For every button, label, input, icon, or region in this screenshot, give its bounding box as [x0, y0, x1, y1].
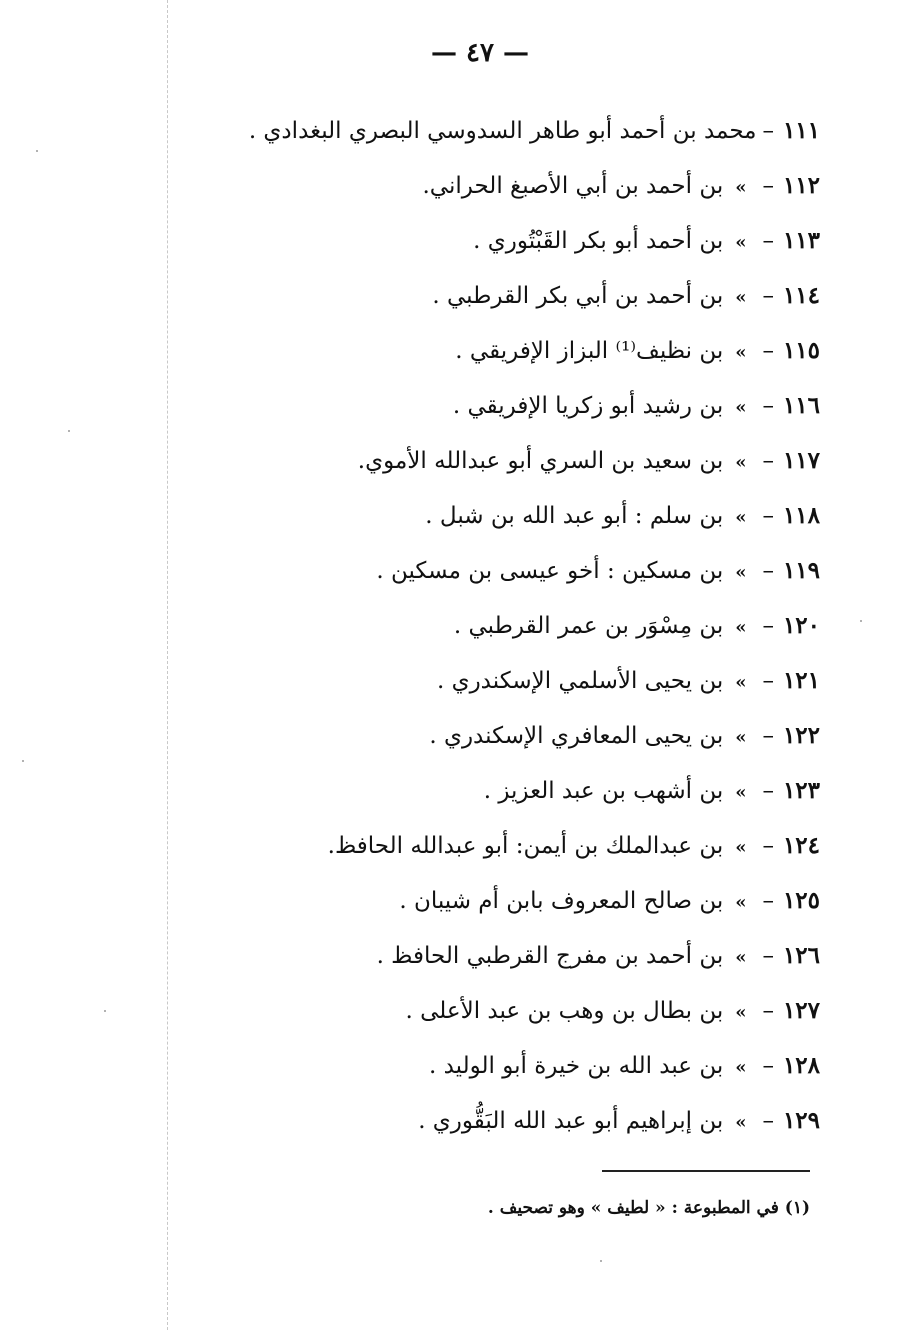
- list-item: [260, 218, 820, 273]
- entry-text: بن نظيف⁽¹⁾ البزاز الإفريقي .: [455, 338, 724, 364]
- entry-number: ١٢٨: [782, 1052, 820, 1079]
- entry-number: ١٢٤: [782, 832, 820, 859]
- entry-text: بن عبدالملك بن أيمن: أبو عبدالله الحافظ.: [327, 833, 724, 859]
- ditto-mark: »: [735, 397, 747, 418]
- entry-text: بن إبراهيم أبو عبد الله البَقُّوري .: [418, 1108, 724, 1134]
- entry-number: ١١٨: [782, 502, 820, 529]
- ditto-mark: »: [735, 782, 747, 803]
- paper-speck: [68, 430, 70, 432]
- entry-text: بن صالح المعروف بابن أم شيبان .: [399, 888, 724, 914]
- list-item: [260, 823, 820, 878]
- entry-dash: –: [762, 778, 774, 804]
- list-item: [260, 878, 820, 933]
- entry-dash: –: [762, 558, 774, 584]
- list-item: [260, 658, 820, 713]
- entry-dash: –: [762, 1053, 774, 1079]
- entry-number: ١٢٥: [782, 887, 820, 914]
- entry-number: ١١١: [782, 117, 820, 144]
- entry-number: ١٢٧: [782, 997, 820, 1024]
- ditto-mark: »: [735, 1112, 747, 1133]
- ditto-mark: »: [735, 727, 747, 748]
- entry-dash: –: [762, 338, 774, 364]
- entry-text: بن يحيى المعافري الإسكندري .: [429, 723, 724, 749]
- entry-number: ١٢٢: [782, 722, 820, 749]
- entry-number: ١١٧: [782, 447, 820, 474]
- ditto-mark: »: [735, 672, 747, 693]
- entry-text: محمد بن أحمد أبو طاهر السدوسي البصري البغدادي .: [248, 118, 757, 144]
- ditto-mark: »: [735, 1057, 747, 1078]
- entry-text: بن أحمد بن أبي الأصبغ الحراني.: [422, 173, 724, 199]
- list-item: [260, 273, 820, 328]
- ditto-mark: »: [735, 1002, 747, 1023]
- list-item: [260, 163, 820, 218]
- list-item: [260, 933, 820, 988]
- list-item: [260, 1043, 820, 1098]
- entry-dash: –: [762, 723, 774, 749]
- list-item: [260, 1098, 820, 1153]
- entry-dash: –: [762, 118, 774, 144]
- entry-text: بن أحمد بن أبي بكر القرطبي .: [432, 283, 724, 309]
- entry-dash: –: [762, 173, 774, 199]
- page-number: — ٤٧ —: [430, 38, 530, 68]
- paper-speck: [104, 1010, 106, 1012]
- ditto-mark: »: [735, 342, 747, 363]
- entry-number: ١١٩: [782, 557, 820, 584]
- footnote: (١) في المطبوعة : « لطيف » وهو تصحيف .: [487, 1198, 810, 1218]
- entry-text: بن مسكين : أخو عيسى بن مسكين .: [376, 558, 724, 584]
- footnote-divider: [602, 1170, 810, 1172]
- list-item: [260, 713, 820, 768]
- entry-dash: –: [762, 393, 774, 419]
- entry-text: بن أشهب بن عبد العزيز .: [483, 778, 724, 804]
- entry-number: ١١٢: [782, 172, 820, 199]
- entry-dash: –: [762, 833, 774, 859]
- entry-dash: –: [762, 943, 774, 969]
- page-margin-line: [167, 0, 168, 1330]
- entry-dash: –: [762, 448, 774, 474]
- list-item: [260, 768, 820, 823]
- ditto-mark: »: [735, 837, 747, 858]
- entry-number: ١١٥: [782, 337, 820, 364]
- ditto-mark: »: [735, 617, 747, 638]
- ditto-mark: »: [735, 562, 747, 583]
- entry-text: بن بطال بن وهب بن عبد الأعلى .: [405, 998, 724, 1024]
- ditto-mark: »: [735, 287, 747, 308]
- paper-speck: [860, 620, 862, 622]
- list-item: [260, 383, 820, 438]
- list-item: [260, 548, 820, 603]
- ditto-mark: »: [735, 892, 747, 913]
- entry-text: بن أحمد أبو بكر القَبْتُوري .: [473, 228, 724, 254]
- entry-number: ١٢١: [782, 667, 820, 694]
- list-item: [260, 438, 820, 493]
- paper-speck: [36, 150, 38, 152]
- entry-dash: –: [762, 998, 774, 1024]
- entry-number: ١١٦: [782, 392, 820, 419]
- entry-text: بن أحمد بن مفرج القرطبي الحافظ .: [376, 943, 724, 969]
- entries-list: [248, 108, 820, 1153]
- entry-dash: –: [762, 668, 774, 694]
- entry-number: ١٢٠: [782, 612, 820, 639]
- entry-text: بن مِسْوَر بن عمر القرطبي .: [453, 613, 724, 639]
- entry-text: بن سعيد بن السري أبو عبدالله الأموي.: [357, 448, 724, 474]
- entry-dash: –: [762, 228, 774, 254]
- entry-text: بن رشيد أبو زكريا الإفريقي .: [452, 393, 724, 419]
- list-item: [260, 988, 820, 1043]
- entry-text: بن عبد الله بن خيرة أبو الوليد .: [428, 1053, 724, 1079]
- paper-speck: [600, 1260, 602, 1262]
- entry-dash: –: [762, 613, 774, 639]
- list-item: [260, 328, 820, 383]
- entry-dash: –: [762, 888, 774, 914]
- entry-text: بن يحيى الأسلمي الإسكندري .: [436, 668, 724, 694]
- ditto-mark: »: [735, 452, 747, 473]
- ditto-mark: »: [735, 947, 747, 968]
- entry-number: ١١٣: [782, 227, 820, 254]
- entry-text: بن سلم : أبو عبد الله بن شبل .: [425, 503, 724, 529]
- ditto-mark: »: [735, 177, 747, 198]
- entry-number: ١٢٦: [782, 942, 820, 969]
- list-item: [260, 603, 820, 658]
- entry-number: ١٢٣: [782, 777, 820, 804]
- ditto-mark: »: [735, 507, 747, 528]
- list-item: [248, 108, 820, 163]
- entry-dash: –: [762, 503, 774, 529]
- list-item: [260, 493, 820, 548]
- entry-dash: –: [762, 1108, 774, 1134]
- entry-number: ١٢٩: [782, 1107, 820, 1134]
- paper-speck: [22, 760, 24, 762]
- ditto-mark: »: [735, 232, 747, 253]
- entry-number: ١١٤: [782, 282, 820, 309]
- entry-dash: –: [762, 283, 774, 309]
